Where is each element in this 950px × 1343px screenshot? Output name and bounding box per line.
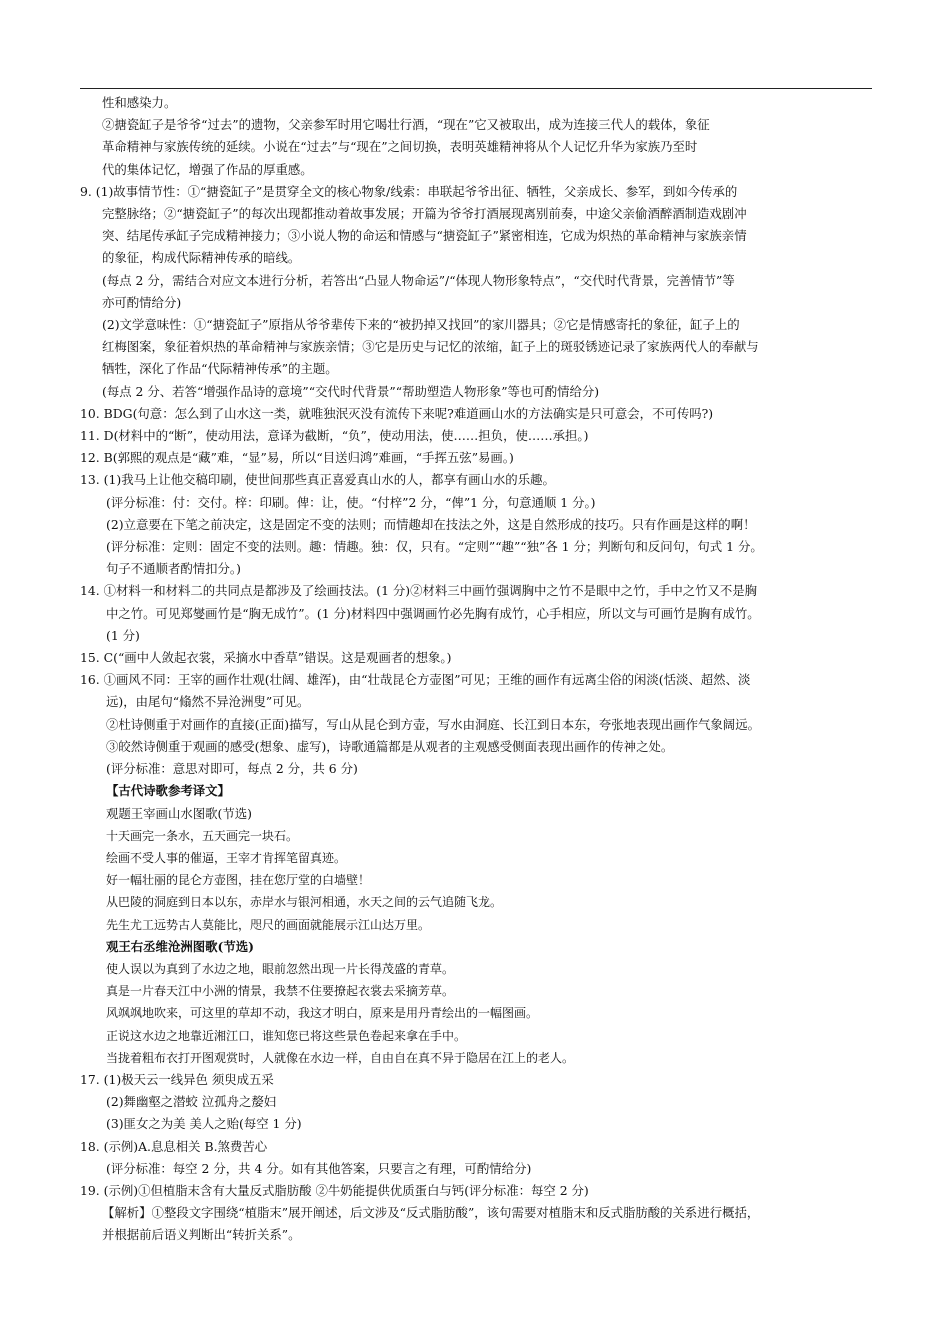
text-line: (2)舞幽壑之潜蛟 泣孤舟之嫠妇 bbox=[106, 1094, 277, 1110]
text-line: 牺牲，深化了作品“代际精神传承”的主题。 bbox=[102, 361, 338, 377]
text-line: 并根据前后语义判断出“转折关系”。 bbox=[102, 1227, 301, 1243]
text-line: 绘画不受人事的催逼，王宰才肯挥笔留真迹。 bbox=[106, 850, 347, 865]
text-line: (2)立意要在下笔之前决定，这是固定不变的法则；而情趣却在技法之外，这是自然形成的技巧。只有作画是这样的啊！ bbox=[106, 516, 756, 532]
text-line: 革命精神与家族传统的延续。小说在“过去”与“现在”之间切换，表明英雄精神将从个人记忆升华为家族乃至时 bbox=[102, 139, 698, 155]
text-line: 19. (示例)①但植脂末含有大量反式脂肪酸 ②牛奶能提供优质蛋白与钙(评分标准：每空 2 分) bbox=[80, 1182, 589, 1198]
text-line: 12. B(郭熙的观点是“藏”难，“显”易，所以“目送归鸿”难画，“手挥五弦”易画。) bbox=[80, 450, 514, 466]
text-line: 18. (示例)A.息息相关 B.煞费苦心 bbox=[80, 1138, 268, 1154]
text-line: 远)，由尾句“翛然不异沧洲叟”可见。 bbox=[106, 694, 310, 710]
text-line: 9. (1)故事情节性：①“搪瓷缸子”是贯穿全文的核心物象/线索：串联起爷爷出征、牺牲，父亲成长、参军，到如今传承的 bbox=[80, 183, 738, 199]
text-line: 的象征，构成代际精神传承的暗线。 bbox=[102, 250, 301, 266]
text-line: 【解析】①整段文字围绕“植脂末”展开阐述，后文涉及“反式脂肪酸”，该句需要对植脂末和反式脂肪酸的关系进行概括， bbox=[102, 1205, 760, 1221]
text-line: 真是一片春天江中小洲的情景，我禁不住要撩起衣裳去采摘芳草。 bbox=[106, 984, 455, 999]
text-line: 完整脉络；②“搪瓷缸子”的每次出现都推动着故事发展；开篇为爷爷打酒展现离别前奏，中途父亲偷酒醉酒制造戏剧冲 bbox=[102, 206, 747, 222]
text-line: (2)文学意味性：①“搪瓷缸子”原指从爷爷辈传下来的“被扔掉又找回”的家川器具；②它是情感寄托的象征，缸子上的 bbox=[102, 317, 740, 333]
text-line: (每点 2 分、若答“增强作品诗的意境”“交代时代背景”“帮助塑造人物形象”等也可酌情给分) bbox=[102, 383, 600, 399]
text-line: 10. BDG(句意：怎么到了山水这一类，就唯独泯灭没有流传下来呢?难道画山水的方法确实是只可意会，不可传吗?) bbox=[80, 405, 714, 421]
text-line: 当拢着粗布衣打开图观赏时，人就像在水边一样，自由自在真不异于隐居在江上的老人。 bbox=[106, 1050, 575, 1065]
text-line: 从巴陵的洞庭到日本以东，赤岸水与银河相通，水天之间的云气追随飞龙。 bbox=[106, 895, 503, 910]
text-line: 亦可酌情给分) bbox=[102, 294, 182, 310]
text-line: 15. C(“画中人敛起衣裳，采摘水中香草”错误。这是观画者的想象。) bbox=[80, 650, 452, 666]
text-line: 11. D(材料中的“断”，使动用法，意译为截断，“负”，使动用法，使……担负，使……承担。) bbox=[80, 428, 589, 444]
text-line: 突、结尾传承缸子完成精神接力；③小说人物的命运和情感与“搪瓷缸子”紧密相连，它成为炽热的革命精神与家族亲情 bbox=[102, 228, 747, 244]
text-line: (1 分) bbox=[106, 627, 140, 643]
text-line: (评分标准：意思对即可，每点 2 分，共 6 分) bbox=[106, 761, 358, 777]
text-line: (3)匪女之为美 美人之贻(每空 1 分) bbox=[106, 1116, 302, 1132]
text-line: 句子不通顺者酌情扣分。) bbox=[106, 561, 241, 577]
text-line: 观题王宰画山水图歌(节选) bbox=[106, 805, 252, 821]
text-line: 代的集体记忆，增强了作品的厚重感。 bbox=[102, 161, 313, 177]
text-line: 观王右丞维沧洲图歌(节选) bbox=[106, 938, 255, 954]
text-line: 性和感染力。 bbox=[102, 95, 177, 110]
top-rule bbox=[80, 88, 872, 89]
text-line: (评分标准：每空 2 分，共 4 分。如有其他答案，只要言之有理，可酌情给分) bbox=[106, 1160, 532, 1176]
text-line: (评分标准：付：交付。梓：印刷。俾：让，使。“付梓”2 分，“俾”1 分，句意通顺 1 分。) bbox=[106, 494, 596, 510]
text-line: 14. ①材料一和材料二的共同点是都涉及了绘画技法。(1 分)②材料三中画竹强调胸中之竹不是眼中之竹，手中之竹又不是胸 bbox=[80, 583, 758, 599]
text-line: ②搪瓷缸子是爷爷“过去”的遗物，父亲参军时用它喝壮行酒，“现在”它又被取出，成为连接三代人的载体，象征 bbox=[102, 117, 710, 133]
text-line: 16. ①画风不同：王宰的画作壮观(壮阔、雄浑)，由“壮哉昆仑方壶图”可见；王维的画作有远离尘俗的闲淡(恬淡、超然、淡 bbox=[80, 672, 751, 688]
text-line: 风飒飒地吹来，可这里的草却不动，我这才明白，原来是用丹青绘出的一幅图画。 bbox=[106, 1006, 539, 1021]
text-line: 红梅图案，象征着炽热的革命精神与家族亲情；③它是历史与记忆的浓缩，缸子上的斑驳锈迹记录了家族两代人的奉献与 bbox=[102, 339, 759, 355]
text-line: 先生尤工远势古人莫能比，咫尺的画面就能展示江山达万里。 bbox=[106, 917, 431, 932]
text-line: 【古代诗歌参考译文】 bbox=[106, 783, 230, 799]
text-line: 17. (1)极天云一线异色 须臾成五采 bbox=[80, 1071, 274, 1087]
text-line: ③皎然诗侧重于观画的感受(想象、虚写)，诗歌通篇都是从观者的主观感受侧面表现出画作的传神之处。 bbox=[106, 738, 674, 754]
text-line: 13. (1)我马上让他交稿印刷，使世间那些真正喜爱真山水的人，都享有画山水的乐趣。 bbox=[80, 472, 555, 488]
text-line: ②杜诗侧重于对画作的直接(正面)描写，写山从昆仑到方壶，写水由洞庭、长江到日本东，夸张地表现出画作气象阔远。 bbox=[106, 716, 760, 732]
text-line: (每点 2 分，需结合对应文本进行分析，若答出“凸显人物命运”/“体现人物形象特点”，“交代时代背景，完善情节”等 bbox=[102, 272, 735, 288]
text-line: 十天画完一条水，五天画完一块石。 bbox=[106, 828, 299, 843]
text-line: 中之竹。可见郑燮画竹是“胸无成竹”。(1 分)材料四中强调画竹必先胸有成竹，心手相应，所以文与可画竹是胸有成竹。 bbox=[106, 605, 760, 621]
text-line: 使人误以为真到了水边之地，眼前忽然出现一片长得茂盛的青草。 bbox=[106, 961, 455, 976]
text-line: (评分标准：定则：固定不变的法则。趣：情趣。独：仅，只有。“定则”“趣”“独”各 1 分；判断句和反问句，句式 1 分。 bbox=[106, 539, 763, 555]
answer-key-body bbox=[80, 92, 880, 1247]
text-line: 好一幅壮丽的昆仑方壶图，挂在您厅堂的白墙壁！ bbox=[106, 873, 371, 888]
text-line: 正说这水边之地靠近湘江口，谁知您已将这些景色卷起来拿在手中。 bbox=[106, 1028, 467, 1043]
